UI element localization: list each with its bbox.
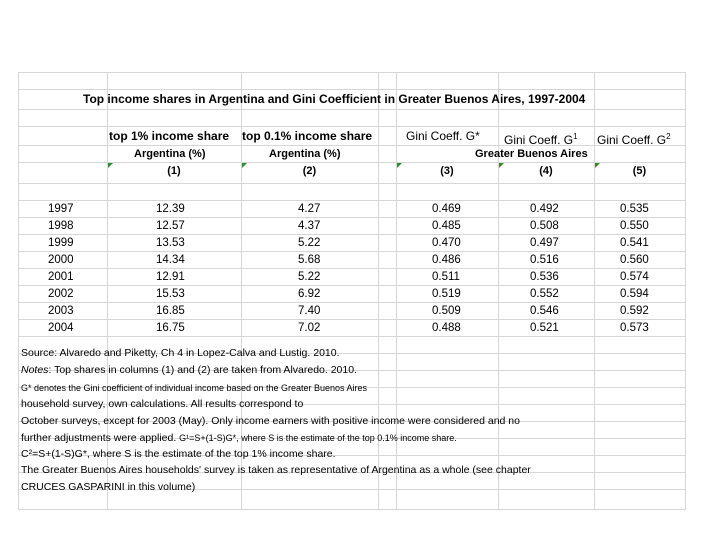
header-col-4: (4) <box>539 165 553 177</box>
cell-top1: 13.53 <box>156 237 185 249</box>
comment-marker <box>397 163 402 168</box>
comment-marker <box>595 163 600 168</box>
cell-gini-1: 0.521 <box>530 322 559 334</box>
cell-gini-star: 0.509 <box>432 305 461 317</box>
header-col-3: (3) <box>440 165 454 177</box>
cell-year: 2003 <box>48 305 74 317</box>
cell-top01: 5.22 <box>298 271 321 283</box>
cell-gini-2: 0.541 <box>620 237 649 249</box>
cell-gini-2: 0.550 <box>620 220 649 232</box>
cell-gini-2: 0.560 <box>620 254 649 266</box>
header-col-2: (2) <box>302 165 317 177</box>
cell-gini-star: 0.488 <box>432 322 461 334</box>
further-note-a: further adjustments were applied. <box>21 432 177 444</box>
header-col-1: (1) <box>167 165 181 177</box>
header-argentina-1: Argentina (%) <box>134 148 206 160</box>
gstar-note: G* denotes the Gini coefficient of individual income based on the Greater Buenos Aires <box>21 383 368 393</box>
header-top01: top 0.1% income share <box>242 129 373 143</box>
header-gba: Greater Buenos Aires <box>475 148 588 160</box>
survey-note: The Greater Buenos Aires households' survey is taken as representative of Argentina as a whole (see chapter <box>21 464 531 476</box>
table-title: Top income shares in Argentina and Gini Coefficient in Greater Buenos Aires, 1997-2004 <box>83 92 586 106</box>
cruces-note: CRUCES GASPARINI in this volume) <box>21 481 196 493</box>
cell-gini-1: 0.552 <box>530 288 559 300</box>
header-gini-2-label: Gini Coeff. G <box>597 133 667 147</box>
header-gini-star: Gini Coeff. G* <box>406 129 480 143</box>
cell-top1: 16.85 <box>156 305 185 317</box>
header-top1: top 1% income share <box>109 129 230 143</box>
cell-top01: 5.68 <box>298 254 321 266</box>
cell-year: 2001 <box>48 271 74 283</box>
further-note <box>21 431 457 446</box>
notes-line <box>21 363 357 378</box>
cell-top1: 16.75 <box>156 322 185 334</box>
cell-gini-2: 0.573 <box>620 322 649 334</box>
cell-gini-1: 0.536 <box>530 271 559 283</box>
header-gini-1-sup: 1 <box>573 132 578 141</box>
cell-year: 1997 <box>48 203 74 215</box>
cell-gini-star: 0.470 <box>432 237 461 249</box>
cell-gini-1: 0.546 <box>530 305 559 317</box>
cell-year: 2000 <box>48 254 74 266</box>
cell-gini-1: 0.516 <box>530 254 559 266</box>
cell-gini-1: 0.508 <box>530 220 559 232</box>
source-note: Source: Alvaredo and Piketty, Ch 4 in Lopez-Calva and Lustig. 2010. <box>21 347 340 359</box>
cell-year: 2002 <box>48 288 74 300</box>
cell-gini-star: 0.486 <box>432 254 461 266</box>
cell-gini-star: 0.469 <box>432 203 461 215</box>
cell-top01: 4.27 <box>298 203 321 215</box>
c2-note: C²=S+(1-S)G*, where S is the estimate of the top 1% income share. <box>21 448 336 460</box>
cell-gini-star: 0.519 <box>432 288 461 300</box>
cell-gini-2: 0.535 <box>620 203 649 215</box>
cell-year: 1999 <box>48 237 74 249</box>
cell-top01: 4.37 <box>298 220 321 232</box>
header-gini-2-sup: 2 <box>666 132 671 141</box>
cell-gini-2: 0.574 <box>620 271 649 283</box>
cell-top1: 15.53 <box>156 288 185 300</box>
comment-marker <box>108 163 113 168</box>
cell-top01: 5.22 <box>298 237 321 249</box>
header-col-5: (5) <box>632 165 647 177</box>
notes-text: : Top shares in columns (1) and (2) are taken from Alvaredo. 2010. <box>48 364 357 376</box>
cell-gini-star: 0.485 <box>432 220 461 232</box>
cell-top1: 12.57 <box>156 220 185 232</box>
header-gini-1 <box>504 129 578 148</box>
cell-top01: 7.02 <box>298 322 321 334</box>
comment-marker <box>499 163 504 168</box>
cell-top01: 6.92 <box>298 288 321 300</box>
household-note: household survey, own calculations. All results correspond to <box>21 398 304 410</box>
header-gini-1-label: Gini Coeff. G <box>504 133 574 147</box>
cell-top1: 14.34 <box>156 254 185 266</box>
cell-top1: 12.39 <box>156 203 185 215</box>
header-gini-2 <box>597 129 671 148</box>
cell-top1: 12.91 <box>156 271 185 283</box>
cell-year: 2004 <box>48 322 74 334</box>
cell-gini-1: 0.492 <box>530 203 559 215</box>
further-note-b: G¹=S+(1-S)G*, where S is the estimate of the top 0.1% income share. <box>179 433 457 443</box>
cell-gini-1: 0.497 <box>530 237 559 249</box>
cell-gini-star: 0.511 <box>432 271 460 283</box>
spreadsheet <box>18 72 686 510</box>
cell-top01: 7.40 <box>298 305 321 317</box>
notes-label: Notes <box>21 364 49 376</box>
cell-gini-2: 0.592 <box>620 305 649 317</box>
cell-gini-2: 0.594 <box>620 288 649 300</box>
october-note: October surveys, except for 2003 (May). Only income earners with positive income were considered and no <box>21 415 520 427</box>
header-argentina-2: Argentina (%) <box>269 148 341 160</box>
cell-year: 1998 <box>48 220 74 232</box>
comment-marker <box>242 163 247 168</box>
